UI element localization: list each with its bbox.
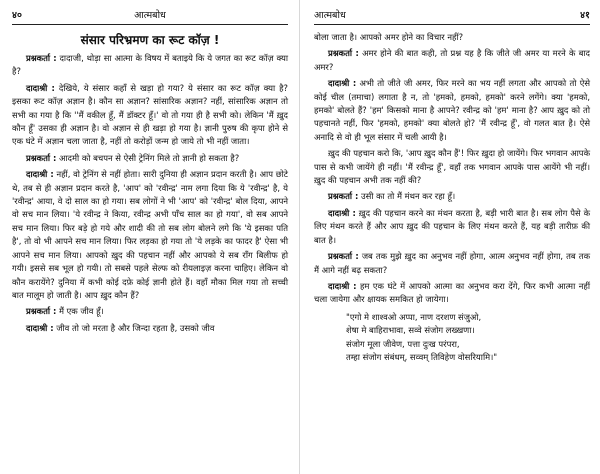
left-page-header [12, 6, 288, 25]
paragraph-text: जब तक मुझे ख़ुद का अनुभव नहीं होगा, आत्म अनुभव नहीं होगा, तब तक मैं आगे नहीं बढ़ सकता? [314, 251, 590, 275]
paragraph-text: जीव तो जो मरता है और जिन्दा रहता है, उसको जीव [56, 322, 215, 333]
speaker-label: प्रश्नकर्ता : [26, 53, 57, 63]
speaker-label: दादाश्री : [328, 78, 357, 89]
paragraph [12, 82, 288, 149]
verse-block [346, 311, 590, 365]
paragraph-text: मैं एक जीव हूँ। [59, 306, 104, 317]
paragraph [314, 77, 590, 144]
running-head: आत्मबोध [314, 10, 346, 21]
paragraph-text: ख़ुद की पहचान करो कि, 'आप ख़ुद कौन हैं'! फिर ख़ुदा हो जायेंगे। फिर भगवान आपके पास से कभी जायेंगे ही नहीं। 'मैं रवीन्द्र हूँ', वहाँ तक भगवान आपके पास आयेंगे भी नहीं। ख़ुद की पहचान अभी तक नहीं की? [314, 148, 590, 186]
paragraph [314, 207, 590, 247]
right-page [300, 0, 600, 474]
paragraph [314, 47, 590, 74]
speaker-label: प्रश्नकर्ता : [328, 48, 359, 59]
paragraph-text: नहीं, वो ट्रेनिंग से नहीं होता। सारी दुनिया ही अज्ञान प्रदान करती है। आप छोटे थे, तब से ही अज्ञान प्रदान करते है, 'आप' को 'रवीन्द्र' नाम लगा दिया कि ये 'रवीन्द्र' है, ये 'रवीन्द्र' आया, वे दो साल का हो गया। सब लोगों ने भी 'आप' को 'रवीन्द्र' बोल दिया, आपने वो सच मान लिया। 'ये रवीन्द्र ने किया, रवीन्द्र अभी पाँच साल का हो गया', वो सब आपने सच मान लिया। फिर बड़े हो गये और शादी की तो सब लोग बोलने लगे कि 'ये इसका पति है', तो वो भी आपने सच मान लिया। फिर लड़का हो गया तो 'ये लड़के का फादर है' ऐसा भी आपने सच मान लिया। आपको ख़ुद की पहचान नहीं और आपको ये सब रॉंग बिलीफ हो गयी। इससे सब भूल हो गयी। तो सबसे पहले सेल्फ को रीयलाइज़ करना चाहिए। लेकिन वो कौन करायेंगे? दुनिया में कभी कोई दफ़े कोई ज्ञानी होते हैं। वहाँ मौका मिल गया तो सच्ची बात मालूम हो जाती है। आप ख़ुद कौन हैं? [12, 169, 288, 300]
verse-line: तम्हा संजोग संबंधम्, सव्वम् तिविहेण वोसरियामि।" [346, 351, 498, 362]
verse-line: संजोग मूला जीवेण, पत्ता दुःख परंपरा, [346, 338, 460, 349]
speaker-label: प्रश्नकर्ता : [328, 251, 359, 262]
paragraph-text: आदमी को बचपन से ऐसी ट्रेनिंग मिले तो ज्ञानी हो सकता है? [59, 152, 240, 163]
paragraph [314, 147, 590, 187]
speaker-label: दादाश्री : [328, 280, 357, 291]
verse-line: शेषा मे बाहिराभावा, सव्वे संजोग लख्खणा। [346, 325, 475, 336]
paragraph [314, 31, 590, 44]
speaker-label: प्रश्नकर्ता : [328, 191, 359, 202]
paragraph-text: उसी का तो मैं मंथन कर रहा हूँ। [361, 191, 456, 202]
speaker-label: प्रश्नकर्ता : [26, 152, 57, 163]
paragraph [314, 190, 590, 203]
verse-line: "एगो मे शाश्वओ अप्पा, नाण दरशण संजुओ, [346, 311, 482, 322]
paragraph-text: देखिये, ये संसार कहाँ से खड़ा हो गया? ये संसार का रूट कॉज़ क्या है? इसका रूट कॉज़ अज्ञान है। कौन सा अज्ञान? सांसारिक अज्ञान? नहीं, सांसारिक अज्ञान तो सभी का गया है कि ''मैं वकील हूँ, मैं डॉक्टर हूँ।' वो तो गया ही है सभी को। लेकिन 'मैं ख़ुद कौन हूँ' उसका ही अज्ञान है। वो अज्ञान से ही खड़ा हो गया है। ज्ञानी पुरुष की कृपा होने से एक घंटे में अज्ञान चला जाता है, नहीं तो करोड़ों जन्म हो जाये तो भी नहीं जाता। [12, 82, 288, 147]
paragraph [12, 322, 288, 335]
paragraph-text: अभी तो जीते जी अमर, फिर मरने का भय नहीं लगता और आपको तो ऐसे कोई चील (तमाचा) लगाता है न, तो 'हमको, हमको, हमको' करने लगेंगे। क्या 'हमको, हमको' बोलते हैं? 'हम' किसको माना है आपने? रवीन्द्र को 'हम' माना है? आप ख़ुद को तो पहचानते नहीं, फिर 'हमको, हमको' क्या बोलते हो? 'मैं रवीन्द्र हूँ', वो गलत बात है। ऐसे अनादि से वो ही भूल संसार में चली आयी है। [314, 78, 590, 142]
paragraph [314, 280, 590, 307]
speaker-label: दादाश्री : [26, 322, 54, 333]
paragraph [12, 168, 288, 302]
page-number: ४० [12, 10, 22, 21]
paragraph-text: ख़ुद की पहचान करने का मंथन करता है, बड़ी भारी बात है। सब लोग पैसे के लिए मंथन करते हैं और आप ख़ुद की पहचान के लिए मंथन करते हैं, यह बड़ी तारीफ़ की बात है। [314, 207, 590, 245]
speaker-label: दादाश्री : [26, 169, 54, 180]
paragraph [12, 305, 288, 318]
right-page-body [314, 31, 590, 307]
section-title: संसार परिभ्रमण का रूट कॉज़ ! [80, 33, 220, 47]
speaker-label: प्रश्नकर्ता : [26, 306, 57, 317]
right-page-header [314, 6, 590, 25]
paragraph-text: दादाजी, थोड़ा सा आत्मा के विषय में बताइये कि ये जगत का रूट कॉज़ क्या है? [12, 53, 288, 77]
paragraph-text: अमर होने की बात कही, तो प्रश्न यह है कि जीते जी अमर या मरने के बाद अमर? [314, 48, 590, 72]
left-page-body [12, 52, 288, 335]
speaker-label: दादाश्री : [328, 207, 356, 218]
paragraph [12, 152, 288, 165]
running-head: आत्मबोध [134, 10, 166, 21]
paragraph [12, 52, 288, 79]
paragraph-text: हम एक घंटे में आपको आत्मा का अनुभव करा देंगे, फिर कभी आत्मा नहीं चला जायेगा और क्षायक समकित हो जायेगा। [314, 280, 590, 305]
page-number: ४१ [580, 10, 590, 21]
paragraph [314, 250, 590, 277]
paragraph-text: बोला जाता है। आपको अमर होने का विचार नहीं? [314, 32, 464, 42]
speaker-label: दादाश्री : [26, 82, 55, 93]
